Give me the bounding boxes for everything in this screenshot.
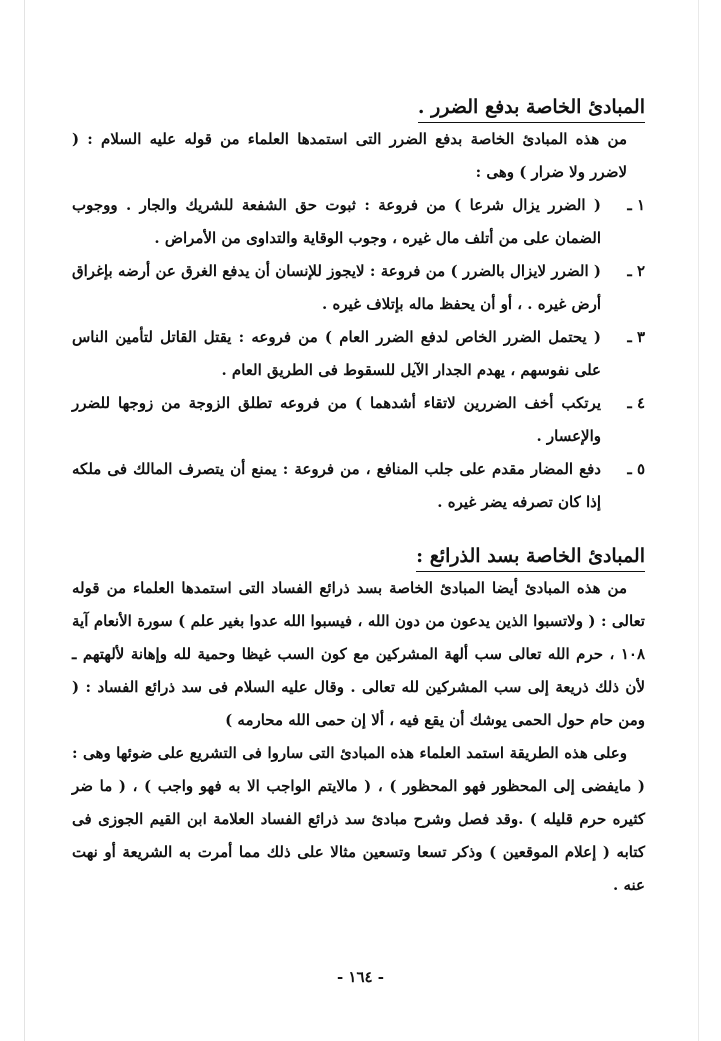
- list-item: [72, 453, 645, 519]
- section-heading: المبادئ الخاصة بدفع الضرر .: [418, 92, 645, 123]
- list-item-text: ( الضرر لايزال بالضرر ) من فروعة : لايجوز للإنسان أن يدفع الغرق عن أرضه بإغراق أرض غيره . ، أو أن يحفظ ماله بإتلاف غيره .: [72, 262, 601, 313]
- list-item-number: ٥ ـ: [627, 460, 645, 478]
- section-intro: من هذه المبادئ الخاصة بدفع الضرر التى استمدها العلماء من قوله عليه السلام : ( لاضرر ولا ضرار ) وهى :: [72, 130, 627, 181]
- list-item-text: يرتكب أخف الضررين لاتقاء أشدهما ) من فروعه تطلق الزوجة من زوجها للضرر والإعسار .: [72, 394, 601, 445]
- list-item-number: ٤ ـ: [627, 394, 645, 412]
- section-heading: المبادئ الخاصة بسد الذرائع :: [416, 541, 645, 572]
- list-item-number: ٣ ـ: [627, 328, 645, 346]
- list-item-number: ١ ـ: [627, 196, 645, 214]
- section-blocking-means: [72, 541, 645, 902]
- list-item-text: ( يحتمل الضرر الخاص لدفع الضرر العام ) من فروعه : يقتل القاتل لتأمين الناس على نفوسهم ، يهدم الجدار الآيل للسقوط فى الطريق العام .: [72, 328, 601, 379]
- list-item: [72, 255, 645, 321]
- list-item: [72, 321, 645, 387]
- page-number: - ١٦٤ -: [336, 968, 385, 986]
- list-item: [72, 387, 645, 453]
- scan-artifact-left: [24, 0, 25, 1041]
- scan-artifact-right: [698, 0, 699, 1041]
- section-harm-prevention: [72, 92, 645, 519]
- body-paragraph: من هذه المبادئ أيضا المبادئ الخاصة بسد ذرائع الفساد التى استمدها العلماء من قوله تعالى : ( ولاتسبوا الذين يدعون من دون الله ، فيسبوا الله عدوا بغير علم ) سورة الأنعام آية ١٠٨ ، حرم الله تعالى سب ألهة المشركين مع كون السب غيظا وحمية لله وإهانة لألهتهم ـ لأن ذلك ذريعة إلى سب المشركين لله تعالى . وقال عليه السلام فى سد ذرائع الفساد : ( ومن حام حول الحمى يوشك أن يقع فيه ، ألا إن حمى الله محارمه ): [72, 579, 645, 729]
- list-item-text: دفع المضار مقدم على جلب المنافع ، من فروعة : يمنع أن يتصرف المالك فى ملكه إذا كان تصرفه يضر غيره .: [72, 460, 601, 511]
- body-paragraph: وعلى هذه الطريقة استمد العلماء هذه المبادئ التى ساروا فى التشريع على ضوئها وهى : ( مايفضى إلى المحظور فهو المحظور ) ، ( مالايتم الواجب الا به فهو واجب ) ، ( ما ضر كثيره حرم قليله ) .وقد فصل وشرح مبادئ سد ذرائع الفساد العلامة ابن القيم الجوزى فى كتابه ( إعلام الموقعين ) وذكر تسعا وتسعين مثالا على ذلك مما أمرت به الشريعة أو نهت عنه .: [72, 744, 645, 894]
- list-item-text: ( الضرر يزال شرعا ) من فروعة : ثبوت حق الشفعة للشريك والجار . ووجوب الضمان على من أتلف مال غيره ، وجوب الوقاية والتداوى من الأمراض .: [72, 196, 601, 247]
- document-page: [72, 92, 645, 997]
- list-item-number: ٢ ـ: [627, 262, 645, 280]
- list-item: [72, 189, 645, 255]
